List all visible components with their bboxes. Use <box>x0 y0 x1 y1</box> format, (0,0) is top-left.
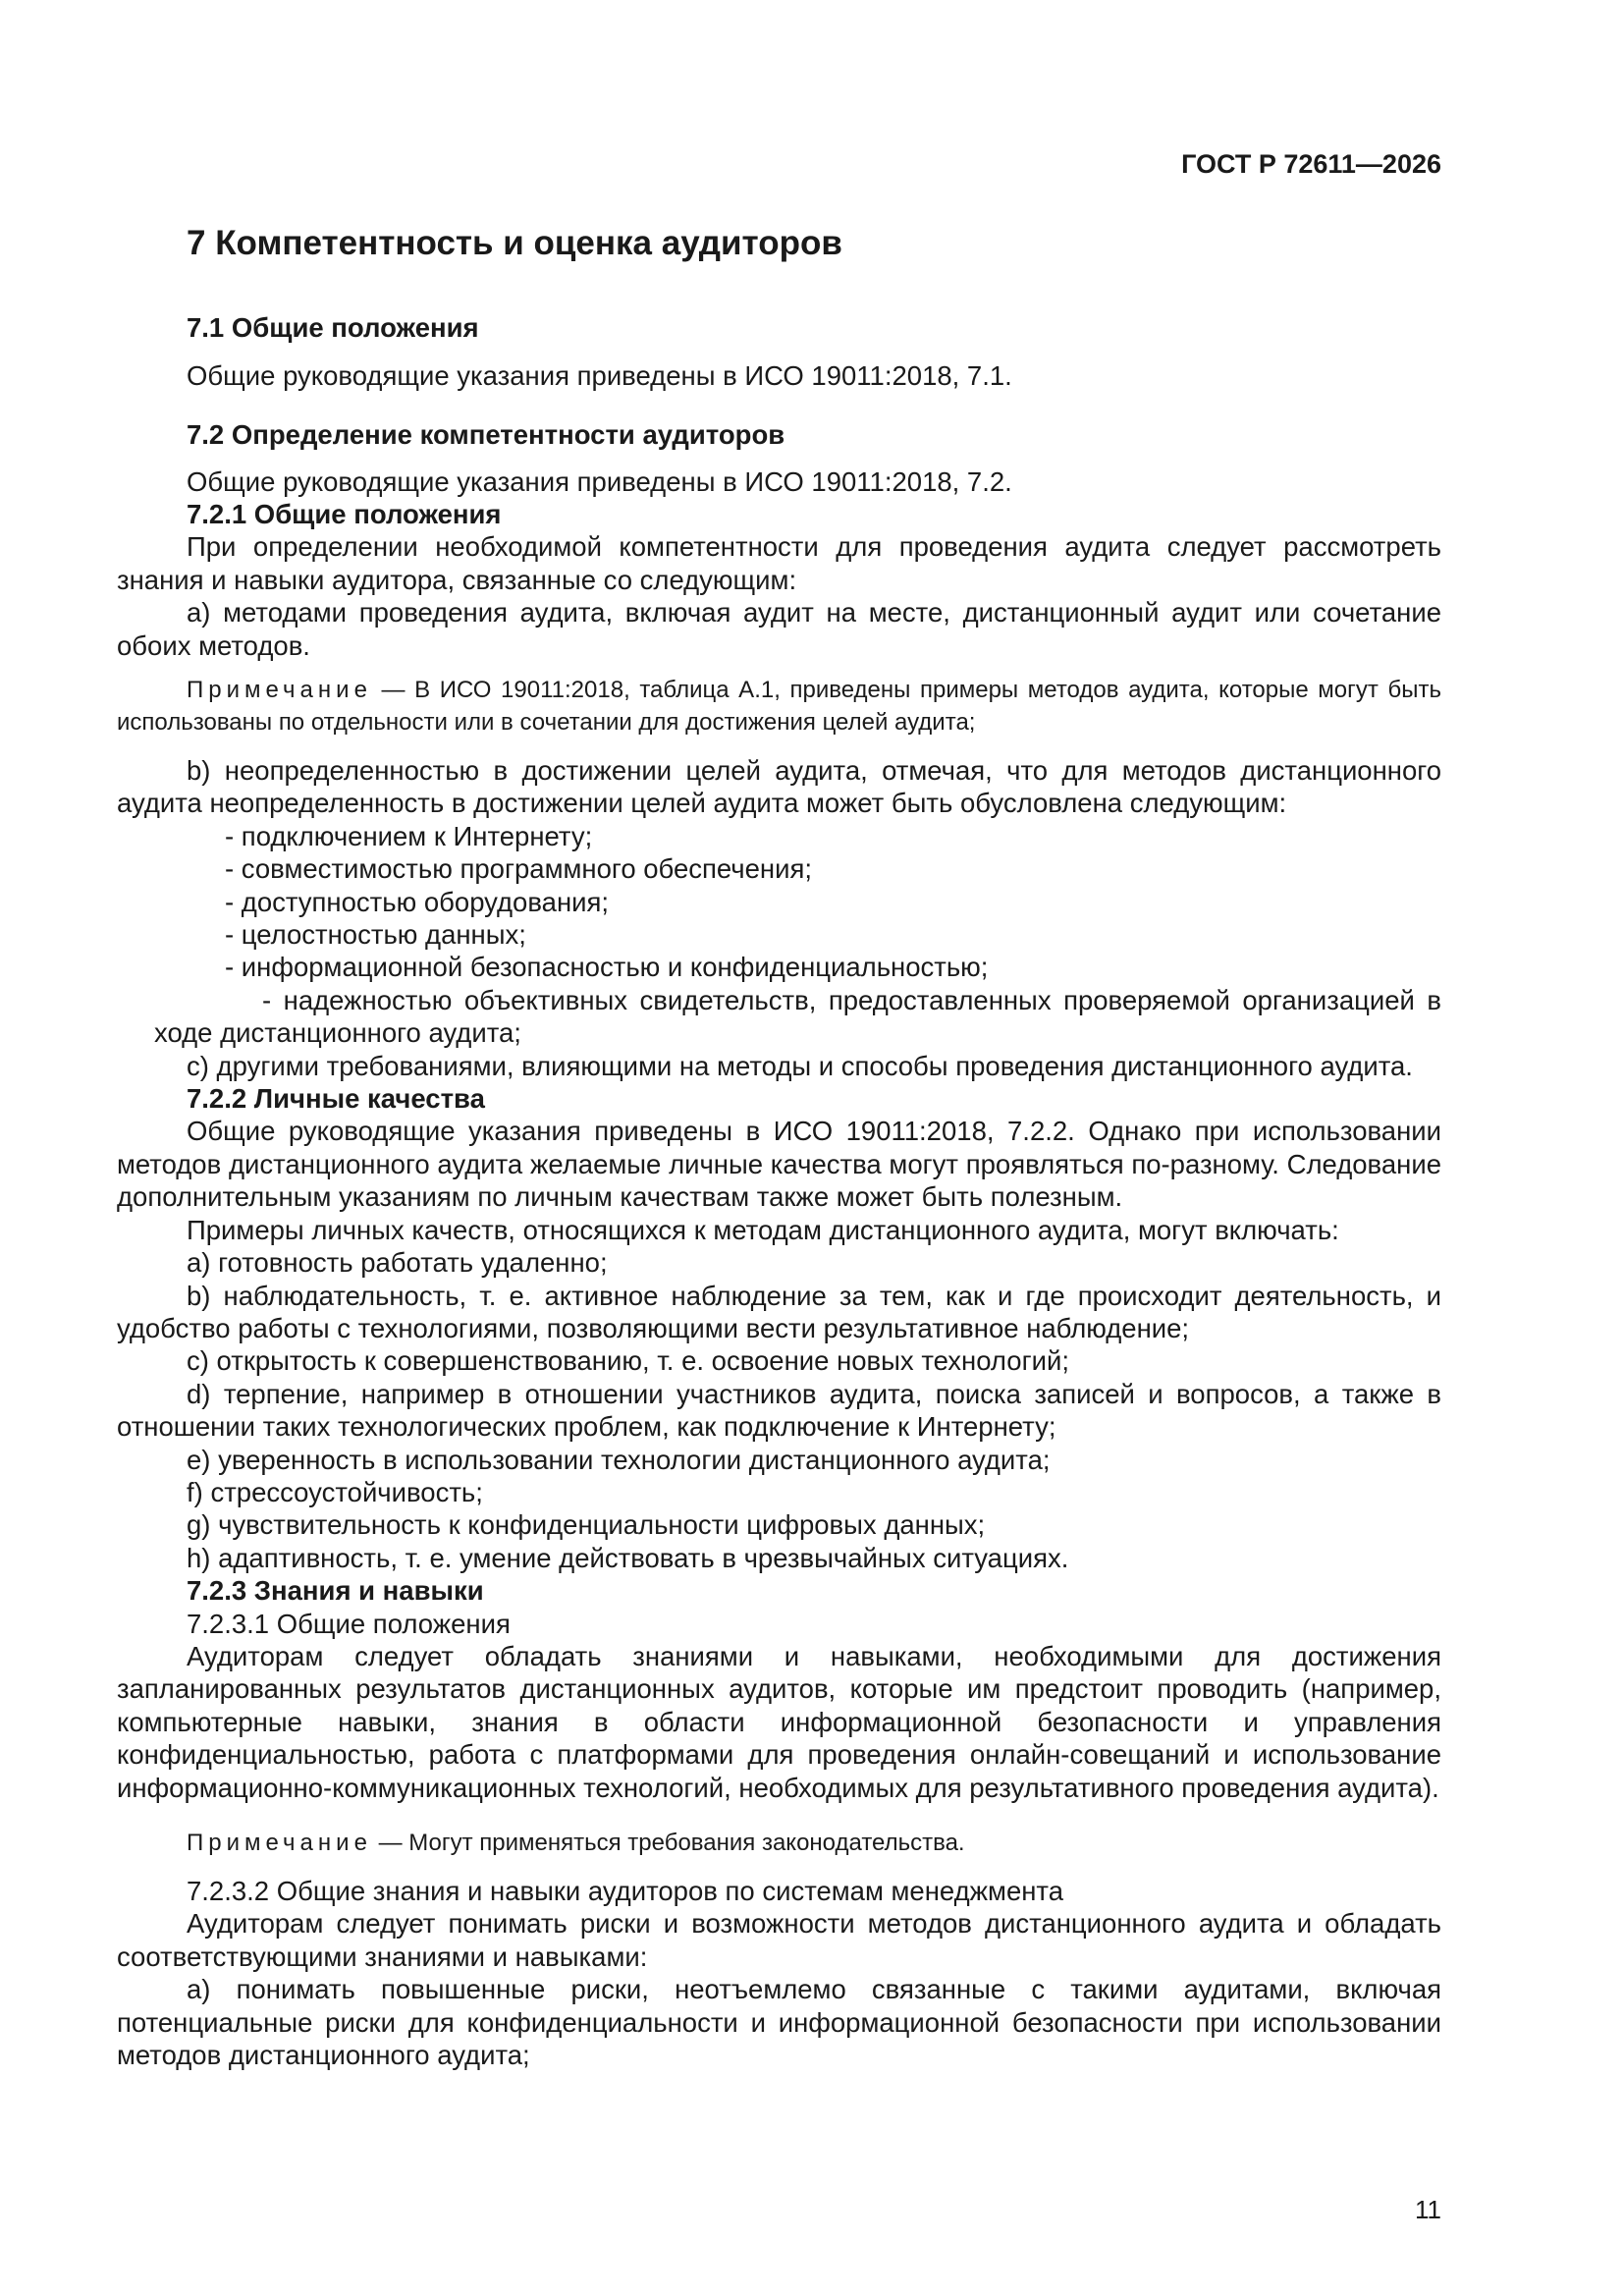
note-label: Примечание <box>187 677 372 703</box>
subsection-title-7-1: 7.1 Общие положения <box>187 312 479 343</box>
subsubsection-title-7-2-3-2: 7.2.3.2 Общие знания и навыки аудиторов по системам менеджмента <box>187 1876 1064 1906</box>
subsection-title-7-2-1: 7.2.1 Общие положения <box>187 499 502 529</box>
page-number: 11 <box>1415 2195 1441 2224</box>
paragraph-7-2-3-1: Аудиторам следует обладать знаниями и навыками, необходимыми для достижения запланированных результатов дистанционных аудитов, которые им предстоит проводить (например, компьютерные навыки, знания в области информационной безопасности и управления конфиденциальностью, работа с платформами для проведения онлайн-совещаний и использование информационно-коммуникационных технологий, необходимых для результативного проведения аудита). <box>117 1640 1441 1803</box>
list-item-a: а) понимать повышенные риски, неотъемлемо связанные с такими аудитами, включая потенциальные риски для конфиденциальности и информационной безопасности при использовании методов дистанционного аудита; <box>117 1974 1441 2071</box>
list-item: с) открытость к совершенствованию, т. е. освоение новых технологий; <box>187 1345 1069 1377</box>
note-text: — Могут применяться требования законодательства. <box>371 1830 965 1856</box>
section-7-2-1 <box>117 498 1441 662</box>
list-item-a: а) методами проведения аудита, включая аудит на месте, дистанционный аудит или сочетание обоих методов. <box>117 597 1441 661</box>
note-7-2-1 <box>117 674 1441 738</box>
list-item: f) стрессоустойчивость; <box>187 1476 483 1507</box>
note-7-2-3-1 <box>117 1827 1441 1859</box>
subsubsection-title-7-2-3-1: 7.2.3.1 Общие положения <box>187 1608 511 1639</box>
note-label: Примечание <box>187 1830 372 1856</box>
section-7-2-1-continued <box>117 754 1441 1804</box>
note-text: — В ИСО 19011:2018, таблица А.1, приведены примеры методов аудита, которые могут быть использованы по отдельности или в сочетании для достижения целей аудита; <box>117 677 1441 736</box>
list-item-b: b) неопределенностью в достижении целей аудита, отмечая, что для методов дистанционного аудита неопределенность в достижении целей аудита может быть обусловлена следующим: <box>117 755 1441 819</box>
list-item: b) наблюдательность, т. е. активное наблюдение за тем, как и где происходит деятельность, и удобство работы с технологиями, позволяющими вести результативное наблюдение; <box>117 1280 1441 1343</box>
section-title: 7 Компетентность и оценка аудиторов <box>187 224 842 262</box>
dash-item: - целостностью данных; <box>225 919 526 951</box>
subsection-title-7-2: 7.2 Определение компетентности аудиторов <box>187 419 785 450</box>
paragraph-7-1: Общие руководящие указания приведены в ИСО 19011:2018, 7.1. <box>187 360 1012 391</box>
paragraph-7-2-3-2: Аудиторам следует понимать риски и возможности методов дистанционного аудита и обладать соответствующими знаниями и навыками: <box>117 1908 1441 1972</box>
dash-item: - совместимостью программного обеспечения; <box>225 853 813 885</box>
list-item: d) терпение, например в отношении участников аудита, поиска записей и вопросов, а также в отношении таких технологических проблем, как подключение к Интернету; <box>117 1378 1441 1443</box>
paragraph-7-2: Общие руководящие указания приведены в ИСО 19011:2018, 7.2. <box>187 466 1012 497</box>
dash-item: - информационной безопасностью и конфиденциальностью; <box>225 952 989 983</box>
paragraph-7-2-2-p2: Примеры личных качеств, относящихся к методам дистанционного аудита, могут включать: <box>187 1214 1339 1245</box>
section-7-2-3-2 <box>117 1875 1441 2071</box>
dash-item: - доступностью оборудования; <box>225 886 610 917</box>
dash-item: - подключением к Интернету; <box>225 820 593 851</box>
subsection-title-7-2-2: 7.2.2 Личные качества <box>187 1083 485 1115</box>
list-item-c: с) другими требованиями, влияющими на методы и способы проведения дистанционного аудита. <box>187 1050 1413 1081</box>
document-code: ГОСТ Р 72611—2026 <box>1181 149 1441 179</box>
paragraph-7-2-1-intro: При определении необходимой компетентности для проведения аудита следует рассмотреть знания и навыки аудитора, связанные со следующим: <box>117 531 1441 595</box>
dash-item: - надежностью объективных свидетельств, предоставленных проверяемой организацией в ходе дистанционного аудита; <box>154 984 1441 1049</box>
subsection-title-7-2-3: 7.2.3 Знания и навыки <box>187 1575 484 1607</box>
list-item: а) готовность работать удаленно; <box>187 1247 608 1279</box>
list-item: h) адаптивность, т. е. умение действовать в чрезвычайных ситуациях. <box>187 1542 1069 1573</box>
list-item: g) чувствительность к конфиденциальности цифровых данных; <box>187 1509 986 1541</box>
paragraph-7-2-2-p1: Общие руководящие указания приведены в ИСО 19011:2018, 7.2.2. Однако при использовании методов дистанционного аудита желаемые личные качества могут проявляться по-разному. Следование дополнительным указаниям по личным качествам также может быть полезным. <box>117 1116 1441 1213</box>
list-item: е) уверенность в использовании технологии дистанционного аудита; <box>187 1444 1051 1475</box>
